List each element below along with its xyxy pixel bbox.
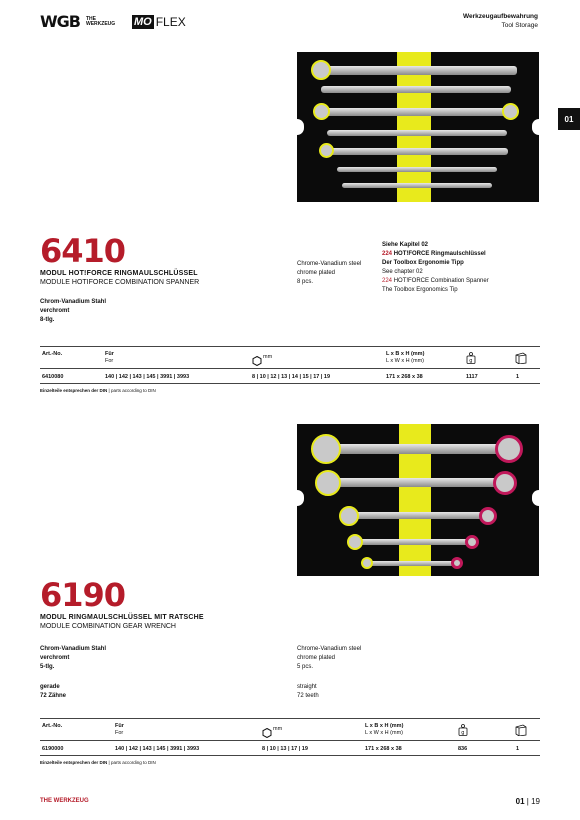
- ref-num-en: 224: [382, 278, 393, 284]
- product-number-6190: 6190: [40, 576, 126, 614]
- section-header: [463, 12, 538, 30]
- specs-de-2: [40, 645, 106, 672]
- chapter-reference: [382, 241, 489, 295]
- ref-tip-de: Der Toolbox Ergonomie Tipp: [382, 260, 464, 266]
- spec-material-en: Chrome-Vanadium steel: [297, 261, 362, 267]
- svg-text:g: g: [469, 358, 473, 364]
- spec-count-en-2: 5 pcs.: [297, 664, 314, 670]
- section-title-en: Tool Storage: [501, 22, 538, 29]
- col-dim-en-2: L x W x H (mm): [365, 730, 403, 736]
- wgb-logo: WGB: [40, 12, 80, 31]
- spec-count-en: 8 pcs.: [297, 279, 314, 285]
- col-art-2: Art.-No.: [42, 723, 63, 729]
- brand-logos: [40, 12, 186, 31]
- row-weight-2: 836: [458, 746, 468, 752]
- product-photo-6190: [297, 424, 539, 576]
- col-art: Art.-No.: [42, 351, 63, 357]
- din-note-bold-2: Einzelteile entsprechen der DIN: [40, 760, 108, 765]
- spec-shape-de: gerade: [40, 684, 60, 690]
- ref-head-de: Siehe Kapitel 02: [382, 242, 429, 248]
- col-dim-de-2: L x B x H (mm): [365, 723, 404, 729]
- package-quantity-icon: [514, 351, 528, 363]
- din-note-rest-2: | parts according to DIN: [107, 760, 156, 765]
- row-art-2: 6190000: [42, 746, 64, 752]
- footer-brand: THE WERKZEUG: [40, 798, 89, 804]
- row-qty-2: 1: [516, 746, 520, 752]
- spec-teeth-de: 72 Zähne: [40, 693, 67, 699]
- spec-table-6190: [40, 718, 540, 758]
- ref-num-de: 224: [382, 251, 393, 257]
- ref-text-de: HOT!FORCE Ringmaulschlüssel: [393, 251, 486, 257]
- spec-finish-de-2: verchromt: [40, 655, 70, 661]
- spec-shape-en: straight: [297, 684, 317, 690]
- row-weight: 1117: [466, 374, 478, 380]
- product-photo-6410: [297, 52, 539, 202]
- row-art: 6410080: [42, 374, 64, 380]
- col-for-2: For: [115, 730, 124, 736]
- weight-icon: [458, 723, 468, 735]
- spec-material-en-2: Chrome-Vanadium steel: [297, 646, 362, 652]
- moflex-mo: MO: [133, 15, 152, 28]
- moflex-flex: FLEX: [155, 14, 186, 29]
- spec-count-de-2: 5-tlg.: [40, 664, 55, 670]
- row-fuer: 140 | 142 | 143 | 145 | 3991 | 3993: [105, 374, 190, 380]
- din-note-bold: Einzelteile entsprechen der DIN: [40, 388, 108, 393]
- chapter-tab: 01: [558, 108, 580, 130]
- specs2-de: [40, 683, 66, 701]
- row-dims: 171 x 268 x 38: [386, 374, 423, 380]
- product-title-en: MODULE HOTIFORCE COMBINATION SPANNER: [40, 279, 200, 286]
- col-dim-de: L x B x H (mm): [386, 351, 425, 357]
- wgb-subtitle: THE WERKZEUG: [85, 15, 116, 27]
- page-num: 19: [531, 797, 540, 806]
- page-separator: |: [526, 797, 529, 806]
- din-note-rest: | parts according to DIN: [107, 388, 156, 393]
- spec-material-de-2: Chrom-Vanadium Stahl: [40, 646, 107, 652]
- spec-table-6410: [40, 346, 540, 386]
- package-quantity-icon: [514, 723, 528, 735]
- specs-de: [40, 298, 106, 325]
- ref-text-en: HOT!FORCE Combination Spanner: [393, 278, 489, 284]
- col-mm-2: mm: [273, 726, 283, 732]
- section-title-de: Werkzeugaufbewahrung: [462, 13, 538, 20]
- specs-en: [297, 260, 361, 287]
- row-sizes: 8 | 10 | 12 | 13 | 14 | 15 | 17 | 19: [252, 374, 331, 380]
- col-dim-en: L x W x H (mm): [386, 358, 424, 364]
- row-qty: 1: [516, 374, 520, 380]
- row-fuer-2: 140 | 142 | 143 | 145 | 3991 | 3993: [115, 746, 200, 752]
- ref-tip-en: The Toolbox Ergonomics Tip: [382, 287, 458, 293]
- ref-head-en: See chapter 02: [382, 269, 423, 275]
- wrench-size-icon: [262, 725, 272, 735]
- din-note-6190: [40, 760, 156, 765]
- moflex-logo: [132, 15, 186, 29]
- product-number-6410: 6410: [40, 232, 126, 270]
- specs2-en: [297, 683, 319, 701]
- product-title-en-2: MODULE COMBINATION GEAR WRENCH: [40, 623, 176, 630]
- product-title-de-2: MODUL RINGMAULSCHLÜSSEL MIT RATSCHE: [40, 614, 204, 621]
- product-title-de: MODUL HOT!FORCE RINGMAULSCHLÜSSEL: [40, 270, 198, 277]
- spec-finish-de: verchromt: [40, 308, 70, 314]
- row-dims-2: 171 x 268 x 38: [365, 746, 402, 752]
- specs-en-2: [297, 645, 361, 672]
- spec-material-de: Chrom-Vanadium Stahl: [40, 299, 107, 305]
- page-number: [516, 797, 540, 806]
- row-sizes-2: 8 | 10 | 13 | 17 | 19: [262, 746, 308, 752]
- col-fuer: Für: [105, 351, 114, 357]
- wrench-size-icon: [252, 353, 262, 363]
- col-for: For: [105, 358, 114, 364]
- col-fuer-2: Für: [115, 723, 124, 729]
- col-mm: mm: [263, 354, 273, 360]
- spec-finish-en-2: chrome plated: [297, 655, 336, 661]
- spec-finish-en: chrome plated: [297, 270, 336, 276]
- spec-teeth-en: 72 teeth: [297, 693, 319, 699]
- spec-count-de: 8-tlg.: [40, 317, 55, 323]
- svg-text:g: g: [461, 730, 465, 736]
- page-section: 01: [515, 797, 525, 806]
- din-note-6410: [40, 388, 156, 393]
- weight-icon: [466, 351, 476, 363]
